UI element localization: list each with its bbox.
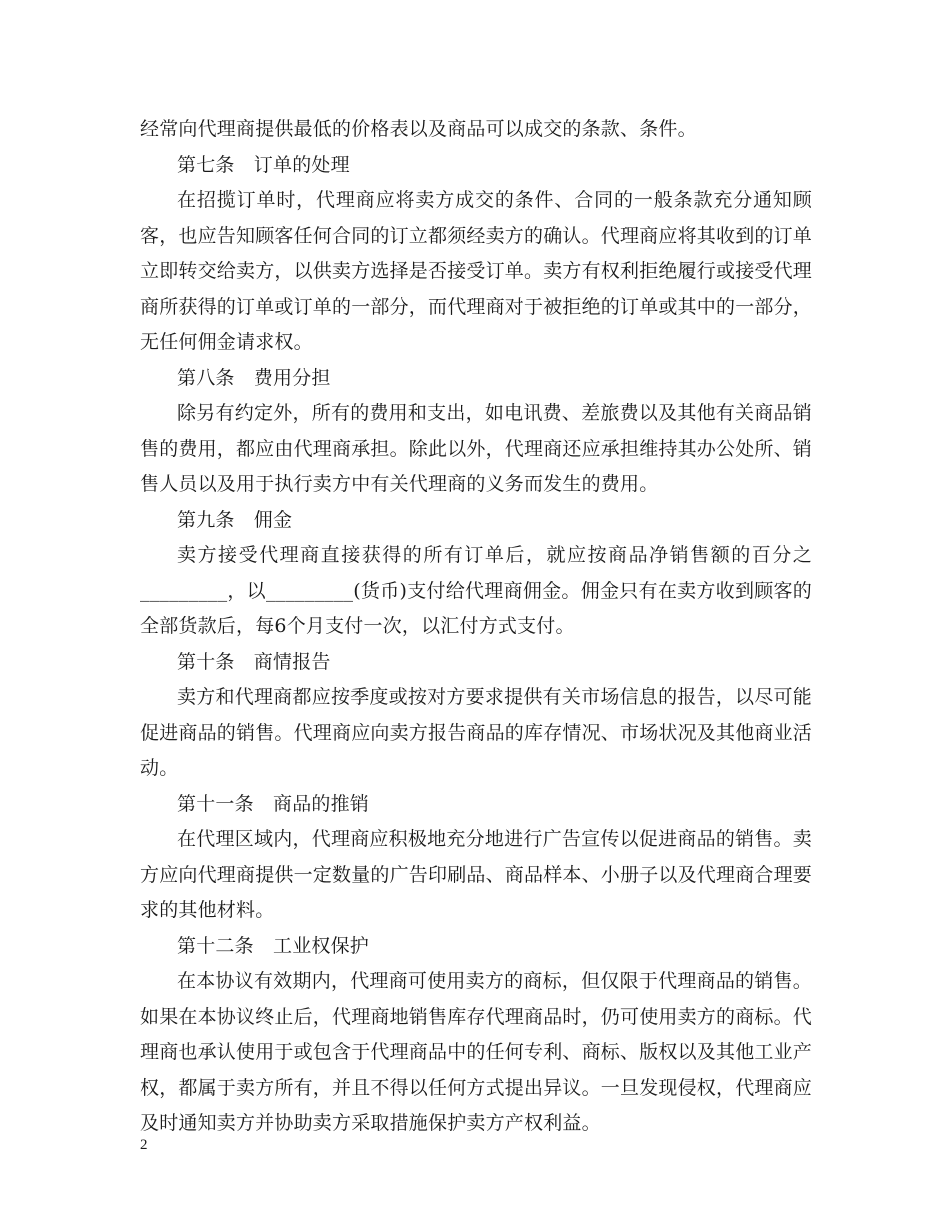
- article-10-body: 卖方和代理商都应按季度或按对方要求提供有关市场信息的报告，以尽可能促进商品的销售。代理商应向卖方报告商品的库存情况、市场状况及其他商业活动。: [140, 686, 813, 779]
- article-7-heading: 第七条 订单的处理: [177, 153, 350, 176]
- article-11-body: 在代理区域内，代理商应积极地充分地进行广告宣传以促进商品的销售。卖方应向代理商提供一定数量的广告印刷品、商品样本、小册子以及代理商合理要求的其他材料。: [140, 828, 813, 921]
- article-7-body: 在招揽订单时，代理商应将卖方成交的条件、合同的一般条款充分通知顾客，也应告知顾客任何合同的订立都须经卖方的确认。代理商应将其收到的订单立即转交给卖方，以供卖方选择是否接受订单。卖方有权利拒绝履行或接受代理商所获得的订单或订单的一部分，而代理商对于被拒绝的订单或其中的一部分，无任何佣金请求权。: [140, 189, 813, 353]
- article-8-heading: 第八条 费用分担: [177, 366, 331, 389]
- page-number: 2: [140, 1137, 148, 1153]
- article-12-heading: 第十二条 工业权保护: [177, 934, 370, 957]
- article-11-heading: 第十一条 商品的推销: [177, 792, 370, 815]
- paragraph-continuation: 经常向代理商提供最低的价格表以及商品可以成交的条款、条件。: [140, 118, 697, 140]
- document-body: [140, 112, 812, 1142]
- article-10-heading: 第十条 商情报告: [177, 650, 331, 673]
- article-9-body: 卖方接受代理商直接获得的所有订单后，就应按商品净销售额的百分之_________，以_________(货币)支付给代理商佣金。佣金只有在卖方收到顾客的全部货款后，每6个月支付一次，以汇付方式支付。: [140, 544, 812, 637]
- article-9-heading: 第九条 佣金: [177, 508, 293, 531]
- article-12-body: 在本协议有效期内，代理商可使用卖方的商标，但仅限于代理商品的销售。如果在本协议终止后，代理商地销售库存代理商品时，仍可使用卖方的商标。代理商也承认使用于或包含于代理商品中的任何专利、商标、版权以及其他工业产权，都属于卖方所有，并且不得以任何方式提出异议。一旦发现侵权，代理商应及时通知卖方并协助卖方采取措施保护卖方产权利益。: [140, 970, 813, 1134]
- article-8-body: 除另有约定外，所有的费用和支出，如电讯费、差旅费以及其他有关商品销售的费用，都应由代理商承担。除此以外，代理商还应承担维持其办公处所、销售人员以及用于执行卖方中有关代理商的义务而发生的费用。: [140, 402, 813, 495]
